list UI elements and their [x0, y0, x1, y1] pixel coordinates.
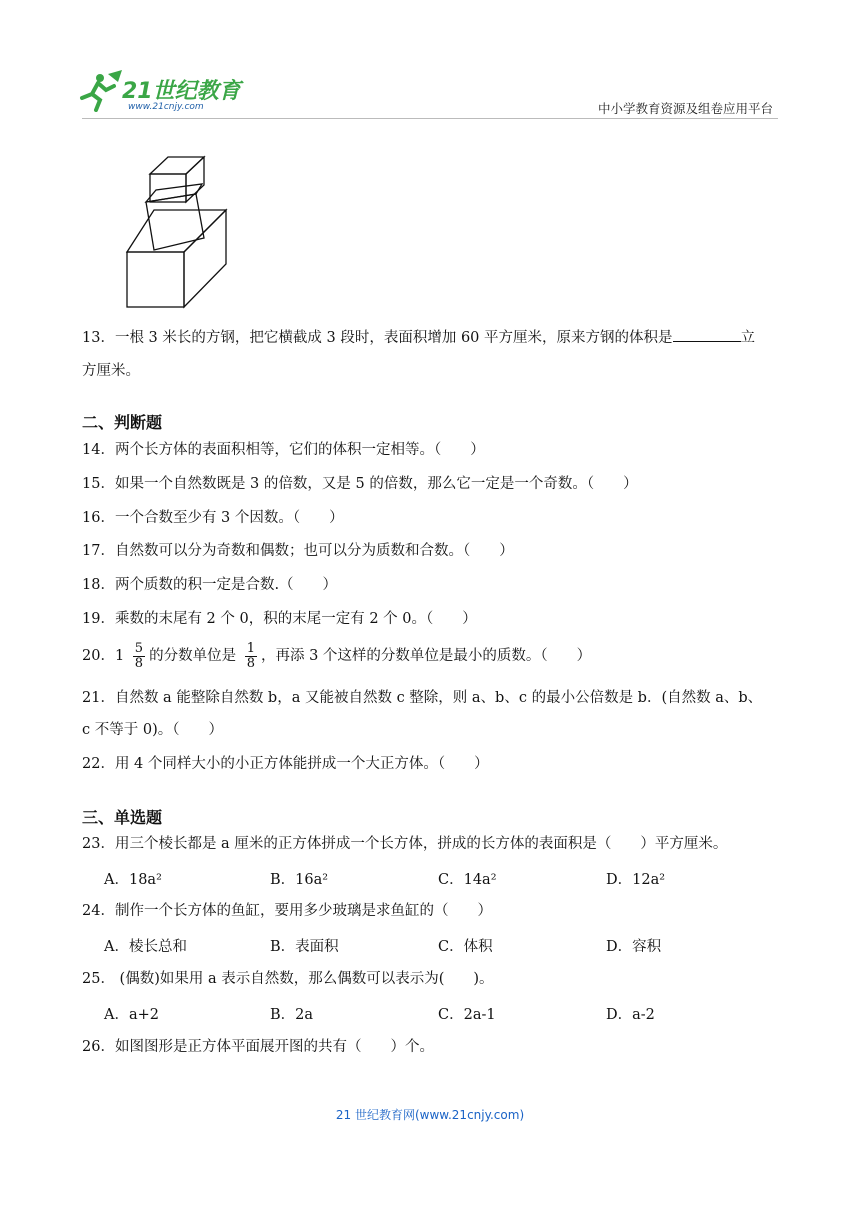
option-a[interactable]: A．18a²	[104, 872, 162, 888]
question-number: 22．	[82, 756, 115, 772]
question-21-line2: c 不等于 0)。（ ）	[82, 722, 223, 738]
question-number: 17．	[82, 543, 115, 559]
platform-name: 中小学教育资源及组卷应用平台	[598, 101, 774, 116]
logo-runner-icon	[78, 68, 126, 112]
option-d[interactable]: D．12a²	[606, 872, 666, 888]
option-d[interactable]: D．容积	[606, 939, 662, 955]
question-text: 两个长方体的表面积相等，它们的体积一定相等。（ ）	[114, 442, 485, 458]
option-b[interactable]: B．2a	[270, 1007, 314, 1023]
logo-url: www.21cnjy.com	[128, 102, 204, 112]
numerator: 1	[246, 640, 255, 656]
denominator: 8	[246, 655, 255, 671]
answer-blank[interactable]	[673, 327, 741, 342]
question-21	[82, 688, 762, 708]
option-c[interactable]: C．2a-1	[438, 1007, 496, 1023]
question-text: 一个合数至少有 3 个因数。（ ）	[114, 510, 344, 526]
question-number: 23．	[82, 836, 115, 852]
option-a[interactable]: A．a+2	[104, 1007, 159, 1023]
question-number: 21．	[82, 690, 115, 706]
option-d[interactable]: D．a-2	[606, 1007, 655, 1023]
question-text: 用 4 个同样大小的小正方体能拼成一个大正方体。（ ）	[114, 756, 489, 772]
mixed-number-whole: 1	[114, 648, 125, 664]
option-a[interactable]: A．棱长总和	[104, 939, 187, 955]
question-16	[82, 508, 344, 528]
question-15	[82, 474, 638, 494]
question-number: 26．	[82, 1039, 115, 1055]
question-text: 的分数单位是	[149, 648, 237, 664]
question-text: 一根 3 米长的方钢，把它横截成 3 段时，表面积增加 60 平方厘米，原来方钢的体积是	[114, 330, 673, 346]
question-text: 自然数可以分为奇数和偶数；也可以分为质数和合数。（ ）	[114, 543, 514, 559]
logo	[78, 68, 248, 114]
question-22	[82, 754, 489, 774]
section-title-single-choice: 三、单选题	[82, 808, 163, 827]
question-number: 25．	[82, 971, 115, 987]
question-20	[82, 641, 591, 671]
option-c[interactable]: C．体积	[438, 939, 493, 955]
question-text: 用三个棱长都是 a 厘米的正方体拼成一个长方体，拼成的长方体的表面积是（ ）平方厘米。	[114, 836, 728, 852]
question-text: 两个质数的积一定是合数.（ ）	[114, 577, 338, 593]
question-number: 16．	[82, 510, 115, 526]
question-number: 20．	[82, 648, 115, 664]
denominator: 8	[134, 655, 144, 671]
question-13	[82, 327, 755, 348]
option-c[interactable]: C．14a²	[438, 872, 497, 888]
question-17	[82, 541, 514, 561]
question-text: (偶数)如果用 a 表示自然数，那么偶数可以表示为( )。	[114, 971, 494, 987]
header-divider	[82, 118, 778, 119]
question-text: 如果一个自然数既是 3 的倍数，又是 5 的倍数，那么它一定是一个奇数。（ ）	[114, 476, 638, 492]
question-text: 如图图形是正方体平面展开图的共有（ ）个。	[114, 1039, 434, 1055]
question-18	[82, 575, 337, 595]
question-number: 24．	[82, 903, 115, 919]
numerator: 5	[134, 640, 144, 656]
question-14	[82, 440, 485, 460]
fraction-one-eighth	[245, 642, 257, 671]
question-number: 19．	[82, 611, 115, 627]
question-25	[82, 969, 494, 989]
question-text: 自然数 a 能整除自然数 b，a 又能被自然数 c 整除，则 a、b、c 的最小公倍数是 b．(自然数 a、b、	[114, 690, 763, 706]
question-26	[82, 1037, 434, 1057]
footer-link[interactable]: 21 世纪教育网(www.21cnjy.com)	[335, 1108, 525, 1122]
stacked-cuboids-figure	[124, 152, 234, 312]
question-text: 制作一个长方体的鱼缸，要用多少玻璃是求鱼缸的（ ）	[114, 903, 492, 919]
question-text-cont: ，再添 3 个这样的分数单位是最小的质数。（ ）	[260, 648, 592, 664]
fraction-five-eighths	[133, 642, 145, 671]
question-text: 乘数的末尾有 2 个 0，积的末尾一定有 2 个 0。（ ）	[114, 611, 477, 627]
question-text-cont: 立	[740, 330, 756, 346]
question-number: 14．	[82, 442, 115, 458]
question-number: 13．	[82, 330, 115, 346]
question-number: 18．	[82, 577, 115, 593]
question-19	[82, 609, 477, 629]
question-23	[82, 834, 727, 854]
section-title-judgement: 二、判断题	[82, 413, 163, 432]
option-b[interactable]: B．表面积	[270, 939, 339, 955]
question-24	[82, 901, 492, 921]
question-number: 15．	[82, 476, 115, 492]
question-13-line2: 方厘米。	[82, 363, 140, 379]
option-b[interactable]: B．16a²	[270, 872, 329, 888]
logo-text: 21世纪教育	[122, 79, 241, 104]
